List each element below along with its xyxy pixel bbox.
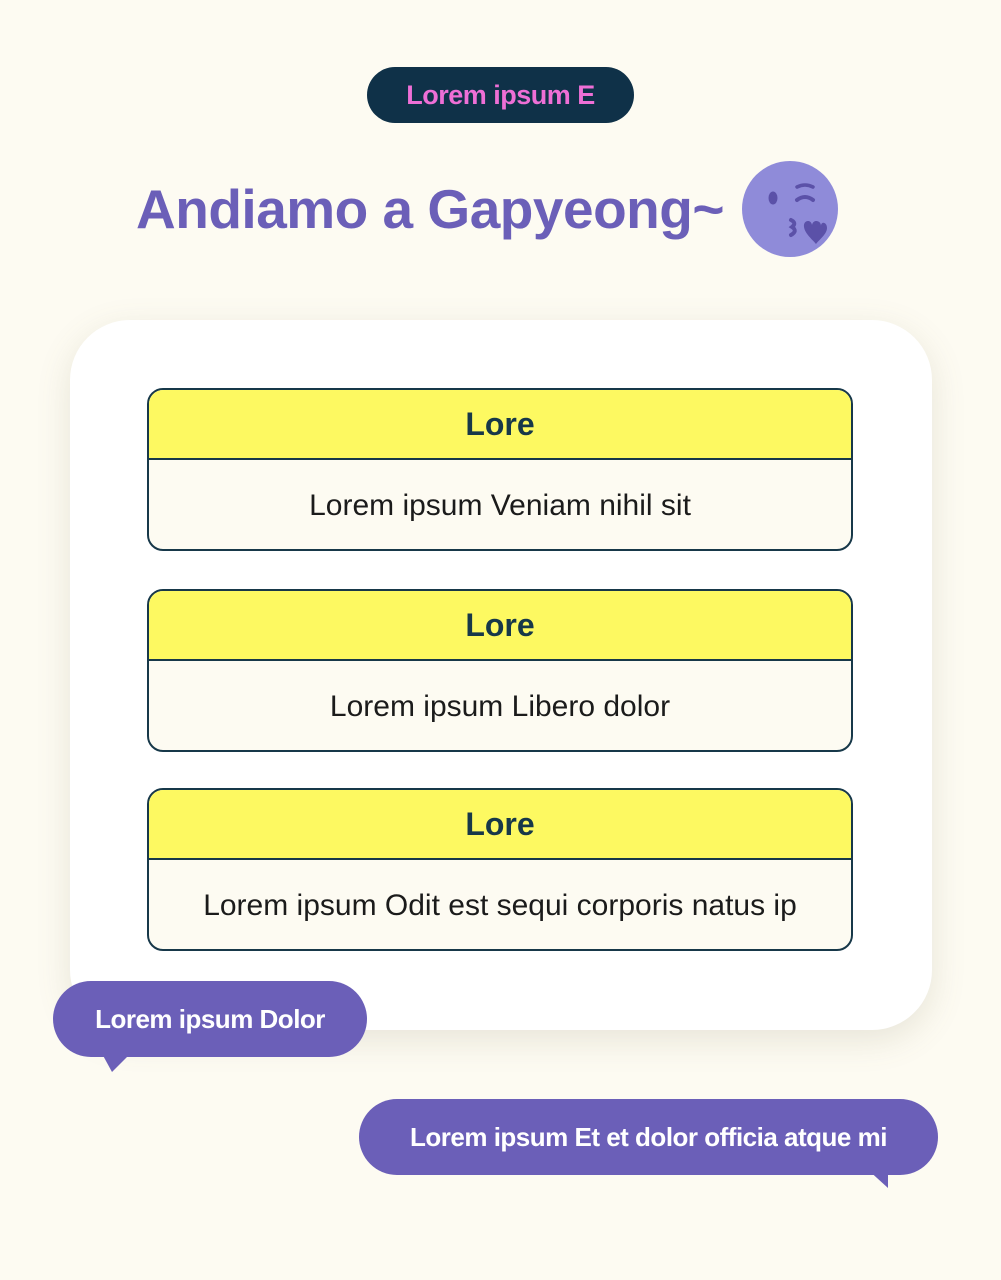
- top-badge-label: Lorem ipsum E: [406, 79, 595, 110]
- face-blowing-kiss-icon: [741, 160, 841, 260]
- speech-bubble-left: [53, 981, 367, 1057]
- item-text: Lorem ipsum Veniam nihil sit: [309, 488, 691, 522]
- speech-bubble-text: Lorem ipsum Dolor: [95, 1003, 325, 1034]
- item-text: Lorem ipsum Odit est sequi corporis natus ip: [203, 888, 797, 922]
- item-heading: Lore: [149, 390, 851, 460]
- item-heading: Lore: [149, 790, 851, 860]
- list-item: [147, 788, 853, 951]
- list-item: [147, 589, 853, 752]
- page-title: Andiamo a Gapyeong~: [136, 178, 724, 240]
- item-heading: Lore: [149, 591, 851, 661]
- speech-bubble-right: [359, 1099, 938, 1175]
- item-text: Lorem ipsum Libero dolor: [329, 689, 671, 723]
- list-item: [147, 388, 853, 551]
- speech-bubble-text: Lorem ipsum Et et dolor officia atque mi: [410, 1121, 887, 1152]
- top-badge: [367, 67, 634, 123]
